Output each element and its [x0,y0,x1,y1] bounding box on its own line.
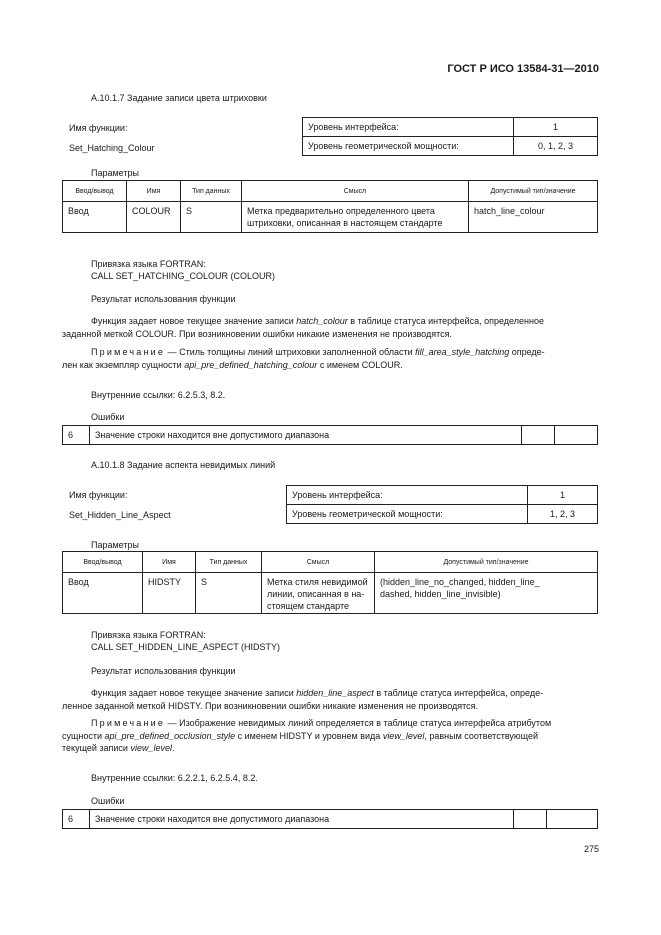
function-label: Имя функции: [69,490,128,500]
param-allowed [375,573,598,614]
params-label: Параметры [91,168,139,178]
binding-line: Привязка языка FORTRAN: [91,630,206,640]
page-number: 275 [583,844,599,854]
section-title: А.10.1.7 Задание записи цвета штриховки [91,93,267,103]
text: в таблице статуса интерфейса, опреде- [373,688,544,698]
text: с именем COLOUR. [317,359,403,370]
note-line [62,359,598,372]
text: лен как экземпляр сущности [62,359,185,370]
params-table [62,551,598,614]
interface-level-label: Уровень интерфейса: [287,486,528,505]
empty-cell [522,426,555,445]
entity-name: view_level [382,730,425,741]
params-label: Параметры [91,540,139,550]
entity-name: api_pre_defined_occlusion_style [104,730,236,741]
note-line [62,717,598,730]
geometry-level-value: 0, 1, 2, 3 [514,137,598,156]
param-type: S [196,573,262,614]
text: — Изображение невидимых линий определяется в таблице статуса интерфейса атрибутом [165,718,552,728]
errors-label: Ошибки [91,412,125,422]
level-table [286,485,598,524]
description-line [62,687,598,700]
text: опреде- [509,347,545,357]
error-code: 6 [63,810,90,829]
errors-table [62,809,598,829]
standard-header: ГОСТ Р ИСО 13584-31—2010 [447,63,599,75]
param-meaning [262,573,375,614]
empty-cell [555,426,598,445]
level-table [302,117,598,156]
binding-call: CALL SET_HIDDEN_LINE_ASPECT (HIDSTY) [91,642,281,652]
result-label: Результат использования функции [91,666,236,676]
col-header-name: Имя [143,552,196,573]
text: . [172,743,175,753]
entity-name: view_level [130,743,172,753]
param-meaning-line: Метка предварительно определенного цвета [247,206,435,216]
text: Функция задает новое текущее значение записи [91,688,297,698]
note-line [62,742,598,755]
param-meaning-line: Метка стиля невидимой [267,577,368,587]
empty-cell [514,810,547,829]
text: с именем HIDSTY и уровнем вида [235,730,383,741]
internal-refs: Внутренние ссылки: 6.2.5.3, 8.2. [91,390,226,400]
errors-label: Ошибки [91,796,125,806]
param-name: COLOUR [127,202,181,233]
binding-line: Привязка языка FORTRAN: [91,259,206,269]
geometry-level-value: 1, 2, 3 [528,505,598,524]
col-header-meaning: Смысл [242,181,469,202]
section-title: А.10.1.8 Задание аспекта невидимых линий [91,460,276,470]
error-text: Значение строки находится вне допустимого диапазона [90,426,522,445]
description-line: заданной меткой COLOUR. При возникновении ошибки никакие изменения не производятся. [62,328,452,339]
text: Функция задает новое текущее значение записи [91,316,297,326]
description [62,687,598,712]
text: сущности [62,730,105,741]
note-line [62,730,598,743]
function-label: Имя функции: [69,123,128,133]
note [62,717,598,755]
col-header-name: Имя [127,181,181,202]
col-header-type: Тип данных [196,552,262,573]
param-allowed-line: (hidden_line_no_changed, hidden_line_ [380,577,540,587]
note-line [62,346,598,359]
param-allowed: hatch_line_colour [469,202,598,233]
col-header-meaning: Смысл [262,552,375,573]
entity-name: fill_area_style_hatching [415,347,510,357]
param-meaning-line: стоящем стандарте [267,601,349,611]
param-meaning [242,202,469,233]
interface-level-value: 1 [514,118,598,137]
interface-level-value: 1 [528,486,598,505]
function-name: Set_Hatching_Colour [69,143,155,153]
param-name: HIDSTY [143,573,196,614]
text: текущей записи [62,743,131,753]
record-name: hatch_colour [296,316,348,326]
description-line: ленное заданной меткой HIDSTY. При возникновении ошибки никакие изменения не производятся. [62,700,479,711]
param-type: S [181,202,242,233]
geometry-level-label: Уровень геометрической мощности: [303,137,514,156]
description [62,315,598,340]
text: — Стиль толщины линий штриховки заполненной области [165,347,416,357]
col-header-allowed: Допустимый тип/значение [469,181,598,202]
geometry-level-label: Уровень геометрической мощности: [287,505,528,524]
note-word: Примечание [91,718,166,728]
col-header-allowed: Допустимый тип/значение [375,552,598,573]
error-text: Значение строки находится вне допустимого диапазона [90,810,514,829]
entity-name: api_pre_defined_hatching_colour [184,359,318,370]
function-name: Set_Hidden_Line_Aspect [69,510,171,520]
param-io: Ввод [63,202,127,233]
error-code: 6 [63,426,90,445]
col-header-type: Тип данных [181,181,242,202]
binding-call: CALL SET_HATCHING_COLOUR (COLOUR) [91,271,276,281]
param-meaning-line: линии, описанная в на- [267,589,365,599]
errors-table [62,425,598,445]
param-io: Ввод [63,573,143,614]
col-header-io: Ввод/вывод [63,552,143,573]
param-meaning-line: штриховки, описанная в настоящем стандарте [247,218,443,228]
col-header-io: Ввод/вывод [63,181,127,202]
empty-cell [547,810,598,829]
result-label: Результат использования функции [91,294,236,304]
internal-refs: Внутренние ссылки: 6.2.2.1, 6.2.5.4, 8.2. [91,773,258,783]
note [62,346,598,371]
param-allowed-line: dashed, hidden_line_invisible) [380,589,501,599]
interface-level-label: Уровень интерфейса: [303,118,514,137]
params-table [62,180,598,233]
text: в таблице статуса интерфейса, определенное [347,316,544,326]
description-line [62,315,598,328]
text: , равным соответствующей [424,730,538,741]
record-name: hidden_line_aspect [296,688,374,698]
note-word: Примечание [91,347,166,357]
